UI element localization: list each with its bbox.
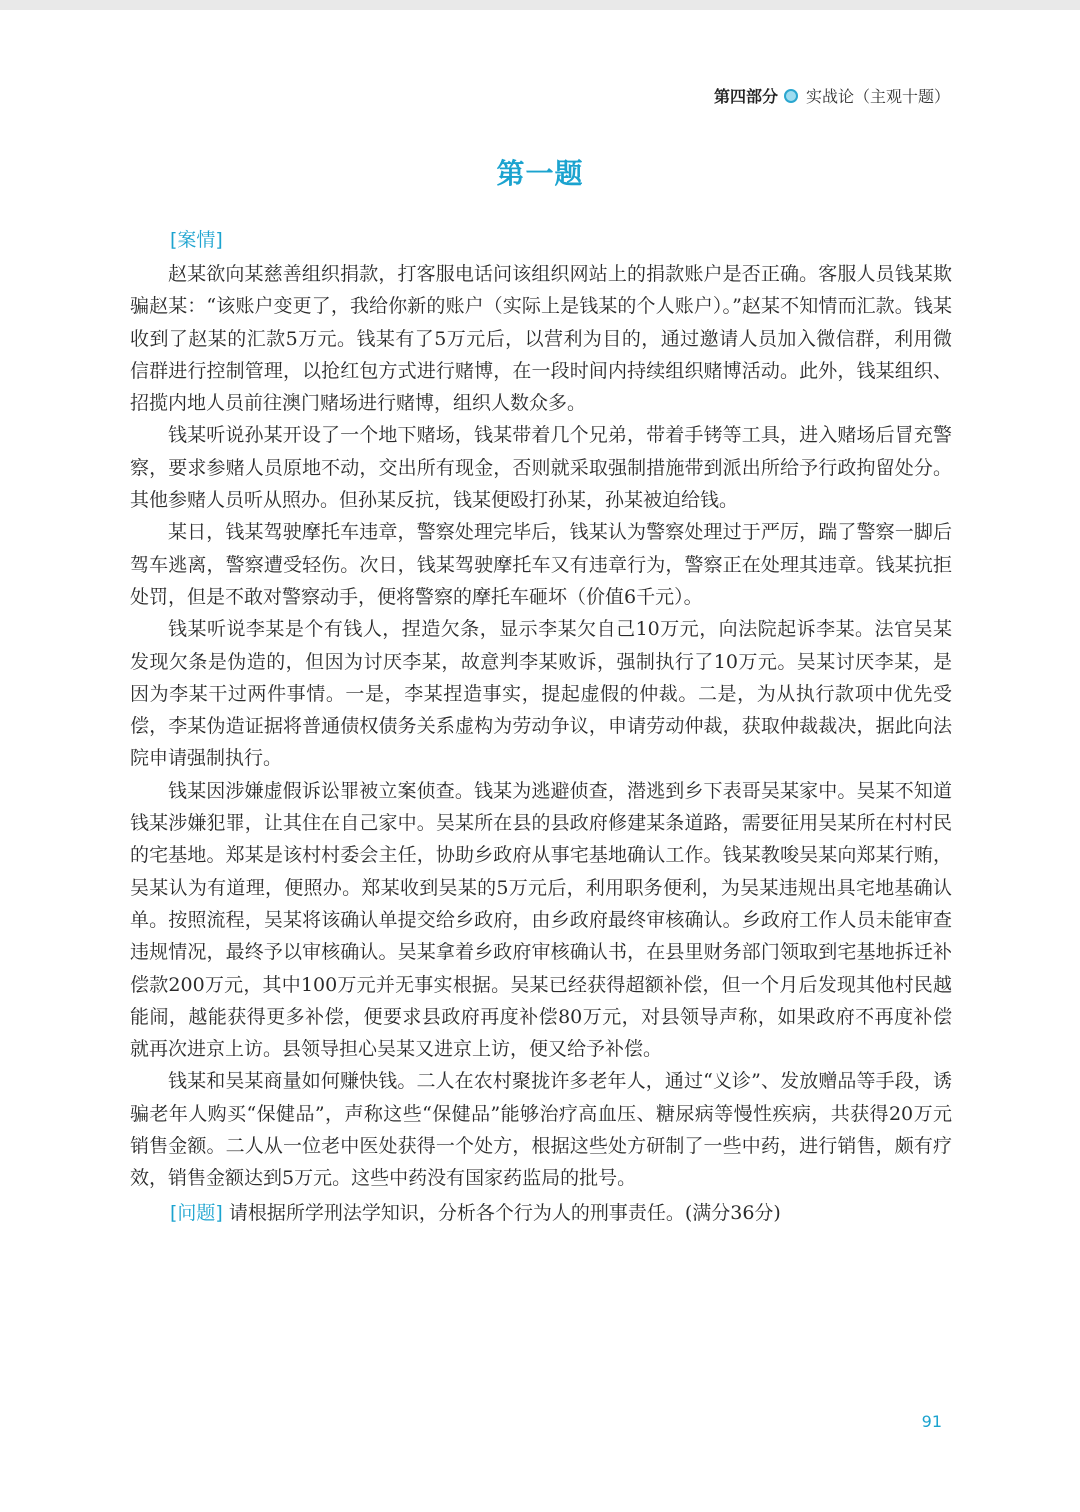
case-paragraph-2: 钱某听说孙某开设了一个地下赌场，钱某带着几个兄弟，带着手铐等工具，进入赌场后冒充警察，要求参赌人员原地不动，交出所有现金，否则就采取强制措施带到派出所给予行政拘留处分。其他参赌人员听从照办。但孙某反抗，钱某便殴打孙某，孙某被迫给钱。 — [130, 424, 952, 512]
top-page-band — [0, 0, 1080, 10]
question-label: [问题] — [170, 1201, 223, 1224]
case-paragraph-4: 钱某听说李某是个有钱人，捏造欠条，显示李某欠自己10万元，向法院起诉李某。法官吴某发现欠条是伪造的，但因为讨厌李某，故意判李某败诉，强制执行了10万元。吴某讨厌李某，是因为李某干过两件事情。一是，李某捏造事实，提起虚假的仲裁。二是，为从执行款项中优先受偿，李某伪造证据将普通债权债务关系虚构为劳动争议，申请劳动仲裁，获取仲裁裁决，据此向法院申请强制执行。 — [130, 618, 952, 770]
circle-bullet-icon — [784, 89, 798, 103]
case-paragraph-5: 钱某因涉嫌虚假诉讼罪被立案侦查。钱某为逃避侦查，潜逃到乡下表哥吴某家中。吴某不知道钱某涉嫌犯罪，让其住在自己家中。吴某所在县的县政府修建某条道路，需要征用吴某所在村村民的宅基地。郑某是该村村委会主任，协助乡政府从事宅基地确认工作。钱某教唆吴某向郑某行贿，吴某认为有道理，便照办。郑某收到吴某的5万元后，利用职务便利，为吴某违规出具宅地基确认单。按照流程，吴某将该确认单提交给乡政府，由乡政府最终审核确认。乡政府工作人员未能审查违规情况，最终予以审核确认。吴某拿着乡政府审核确认书，在县里财务部门领取到宅基地拆迁补偿款200万元，其中100万元并无事实根据。吴某已经获得超额补偿，但一个月后发现其他村民越能闹，越能获得更多补偿，便要求县政府再度补偿80万元，对县领导声称，如果政府不再度补偿就再次进京上访。县领导担心吴某又进京上访，便又给予补偿。 — [130, 779, 952, 1061]
case-label: [案情] — [170, 229, 223, 251]
page-number: 91 — [921, 1412, 942, 1431]
question-line — [130, 1195, 952, 1231]
running-head-section: 实战论（主观十题） — [805, 87, 950, 106]
case-paragraph-3: 某日，钱某驾驶摩托车违章，警察处理完毕后，钱某认为警察处理过于严厉，踹了警察一脚后驾车逃离，警察遭受轻伤。次日，钱某驾驶摩托车又有违章行为，警察正在处理其违章。钱某抗拒处罚，但是不敢对警察动手，便将警察的摩托车砸坏（价值6千元）。 — [130, 521, 952, 608]
case-paragraph-1: 赵某欲向某慈善组织捐款，打客服电话问该组织网站上的捐款账户是否正确。客服人员钱某欺骗赵某：“该账户变更了，我给你新的账户（实际上是钱某的个人账户）。”赵某不知情而汇款。钱某收到了赵某的汇款5万元。钱某有了5万元后，以营利为目的，通过邀请人员加入微信群，利用微信群进行控制管理，以抢红包方式进行赌博，在一段时间内持续组织赌博活动。此外，钱某组织、招揽内地人员前往澳门赌场进行赌博，组织人数众多。 — [130, 263, 952, 415]
main-content — [130, 222, 952, 1231]
case-paragraph-6: 钱某和吴某商量如何赚快钱。二人在农村聚拢许多老年人，通过“义诊”、发放赠品等手段，诱骗老年人购买“保健品”，声称这些“保健品”能够治疗高血压、糖尿病等慢性疾病，共获得20万元销售金额。二人从一位老中医处获得一个处方，根据这些处方研制了一些中药，进行销售，颇有疗效，销售金额达到5万元。这些中药没有国家药监局的批号。 — [130, 1070, 952, 1190]
running-head-part: 第四部分 — [713, 87, 778, 106]
question-text: 请根据所学刑法学知识，分析各个行为人的刑事责任。(满分36分) — [228, 1201, 781, 1224]
running-head — [714, 84, 950, 107]
page-title: 第一题 — [496, 157, 584, 190]
